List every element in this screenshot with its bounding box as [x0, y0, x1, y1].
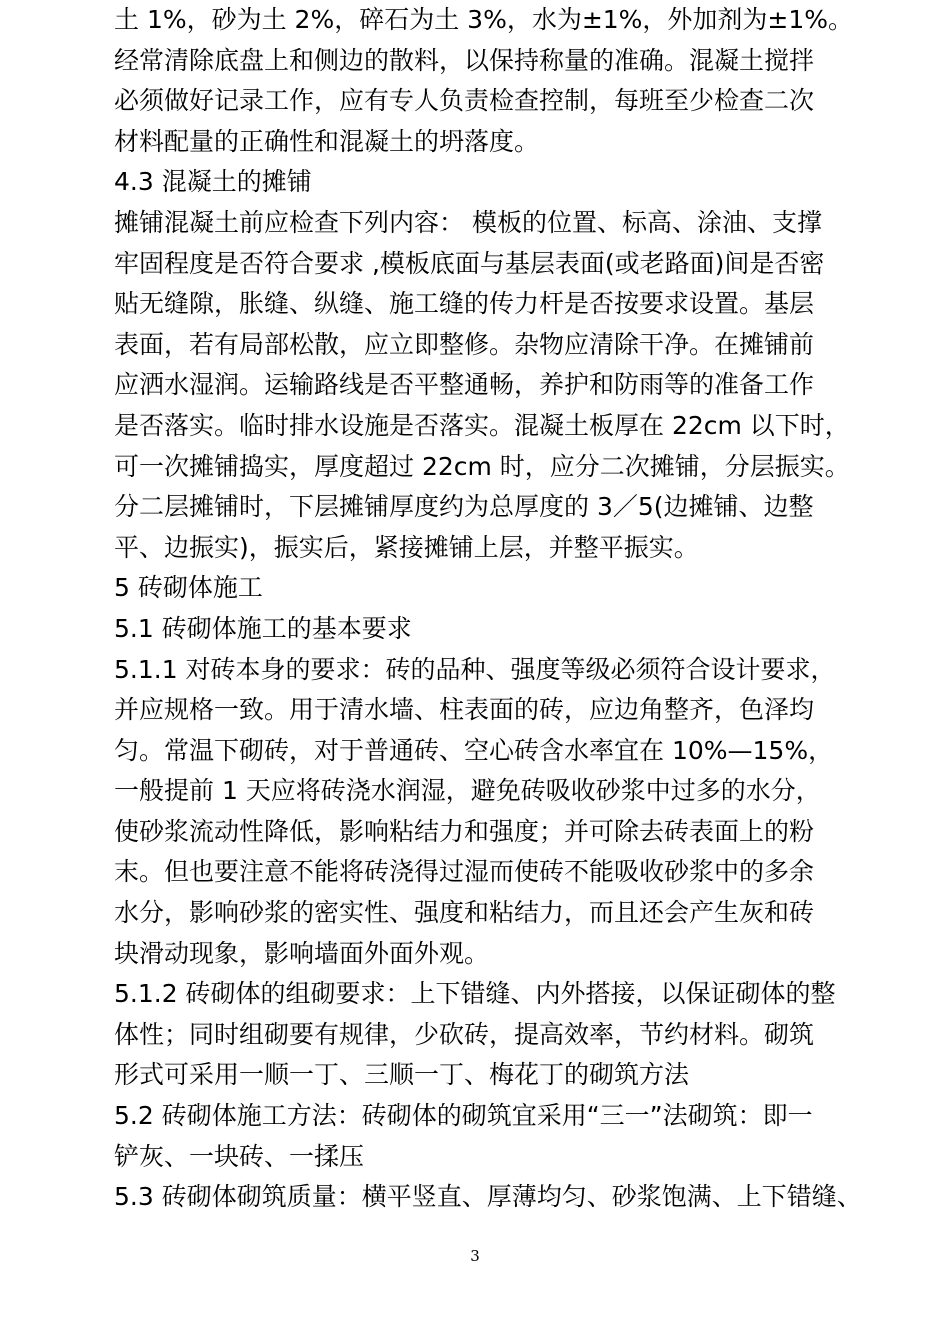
text-line: 5.1.1 对砖本身的要求：砖的品种、强度等级必须符合设计要求， [114, 654, 836, 684]
text-line: 匀。常温下砌砖，对于普通砖、空心砖含水率宜在 10%—15%， [114, 735, 834, 765]
text-line: 块滑动现象，影响墙面外面外观。 [114, 938, 490, 968]
text-line: 经常清除底盘上和侧边的散料，以保持称量的准确。混凝土搅拌 [114, 45, 815, 75]
text-line: 并应规格一致。用于清水墙、柱表面的砖，应边角整齐，色泽均 [114, 695, 815, 725]
text-line: 牢固程度是否符合要求 ,模板底面与基层表面(或老路面)间是否密 [114, 248, 825, 278]
text-line: 水分，影响砂浆的密实性、强度和粘结力，而且还会产生灰和砖 [114, 898, 815, 928]
text-line: 5.1.2 砖砌体的组砌要求：上下错缝、内外搭接，以保证砌体的整 [114, 979, 836, 1009]
text-line: 表面，若有局部松散，应立即整修。杂物应清除干净。在摊铺前 [114, 329, 815, 359]
text-line: 形式可采用一顺一丁、三顺一丁、梅花丁的砌筑方法 [114, 1060, 690, 1090]
text-line: 一般提前 1 天应将砖浇水润湿，避免砖吸收砂浆中过多的水分， [114, 776, 821, 806]
text-line: 铲灰、一块砖、一揉压 [114, 1141, 365, 1171]
text-line: 5.2 砖砌体施工方法：砖砌体的砌筑宜采用“三一”法砌筑：即一 [114, 1101, 813, 1131]
section-heading: 4.3 混凝土的摊铺 [114, 167, 312, 197]
text-line: 土 1%，砂为土 2%，碎石为土 3%，水为±1%，外加剂为±1%。 [114, 5, 854, 34]
text-line: 5.3 砖砌体砌筑质量：横平竖直、厚薄均匀、砂浆饱满、上下错缝、 [114, 1182, 862, 1212]
body-text [114, 0, 862, 1218]
text-line: 可一次摊铺捣实，厚度超过 22cm 时，应分二次摊铺，分层振实。 [114, 451, 850, 481]
text-line: 是否落实。临时排水设施是否落实。混凝土板厚在 22cm 以下时， [114, 410, 850, 440]
text-line: 应洒水湿润。运输路线是否平整通畅，养护和防雨等的准备工作 [114, 370, 815, 400]
section-heading: 5.1 砖砌体施工的基本要求 [114, 613, 412, 643]
section-heading: 5 砖砌体施工 [114, 573, 263, 603]
text-line: 摊铺混凝土前应检查下列内容： 模板的位置、标高、涂油、支撑 [114, 207, 822, 237]
page-number: 3 [470, 1247, 480, 1265]
text-line: 平、边振实)，振实后，紧接摊铺上层，并整平振实。 [114, 532, 699, 562]
text-line: 贴无缝隙，胀缝、纵缝、施工缝的传力杆是否按要求设置。基层 [114, 289, 815, 319]
text-line: 末。但也要注意不能将砖浇得过湿而使砖不能吸收砂浆中的多余 [114, 857, 815, 887]
text-line: 使砂浆流动性降低，影响粘结力和强度；并可除去砖表面上的粉 [114, 816, 815, 846]
text-line: 体性；同时组砌要有规律，少砍砖，提高效率，节约材料。砌筑 [114, 1019, 815, 1049]
text-line: 分二层摊铺时，下层摊铺厚度约为总厚度的 3／5(边摊铺、边整 [114, 492, 814, 522]
text-line: 材料配量的正确性和混凝土的坍落度。 [114, 126, 540, 156]
text-line: 必须做好记录工作，应有专人负责检查控制，每班至少检查二次 [114, 86, 815, 116]
